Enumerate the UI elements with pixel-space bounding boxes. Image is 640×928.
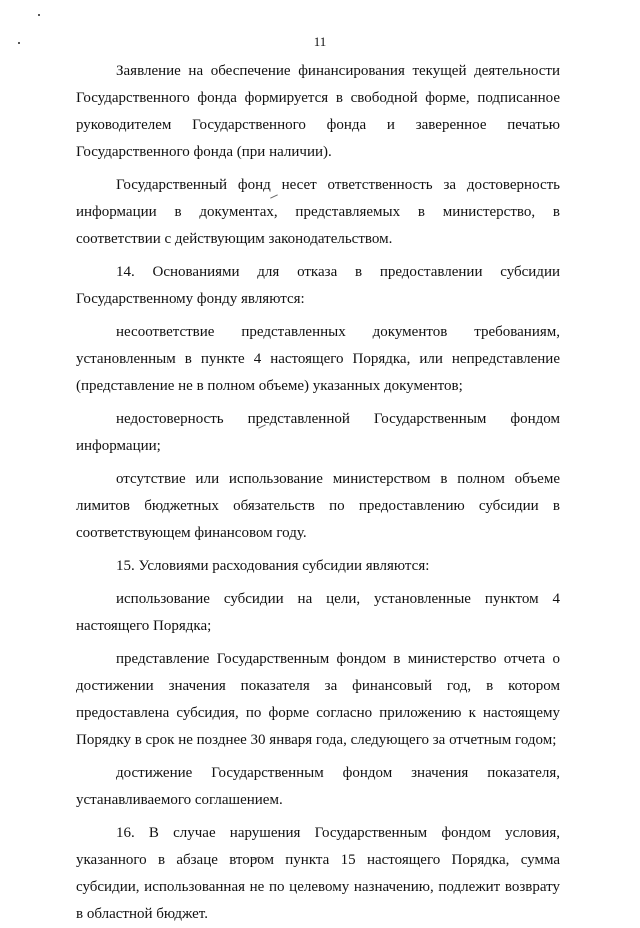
document-body bbox=[76, 58, 560, 928]
scan-artifact-dot bbox=[38, 14, 40, 16]
paragraph: 15. Условиями расходования субсидии являются: bbox=[116, 558, 430, 574]
paragraph: несоответствие представленных документов требованиям, установленным в пункте 4 настоящего Порядка, или непредставление (представление не в полном объеме) указанных документов; bbox=[76, 324, 560, 394]
paragraph: недостоверность представленной Государственным фондом информации; bbox=[76, 411, 560, 454]
paragraph: представление Государственным фондом в министерство отчета о достижении значения показателя за финансовый год, в котором предоставлена субсидия, по форме согласно приложению к настоящему Порядку в срок не позднее 30 января года, следующего за отчетным годом; bbox=[76, 651, 560, 748]
page-number: 11 bbox=[313, 34, 327, 49]
paragraph: 14. Основаниями для отказа в предоставлении субсидии Государственному фонду являются: bbox=[76, 264, 560, 307]
paragraph: 16. В случае нарушения Государственным фондом условия, указанного в абзаце втором пункта 15 настоящего Порядка, сумма субсидии, использованная не по целевому назначению, подлежит возврату в областной бюджет. bbox=[76, 825, 560, 922]
paragraph: Заявление на обеспечение финансирования текущей деятельности Государственного фонда формируется в свободной форме, подписанное руководителем Государственного фонда и заверенное печатью Государственного фонда (при наличии). bbox=[76, 63, 560, 160]
paragraph: Государственный фонд несет ответственность за достоверность информации в документах, представляемых в министерство, в соответствии с действующим законодательством. bbox=[76, 177, 560, 247]
paragraph: использование субсидии на цели, установленные пунктом 4 настоящего Порядка; bbox=[76, 591, 560, 634]
paragraph: отсутствие или использование министерством в полном объеме лимитов бюджетных обязательств по предоставлению субсидии в соответствующем финансовом году. bbox=[76, 471, 560, 541]
paragraph: достижение Государственным фондом значения показателя, устанавливаемого соглашением. bbox=[76, 765, 560, 808]
